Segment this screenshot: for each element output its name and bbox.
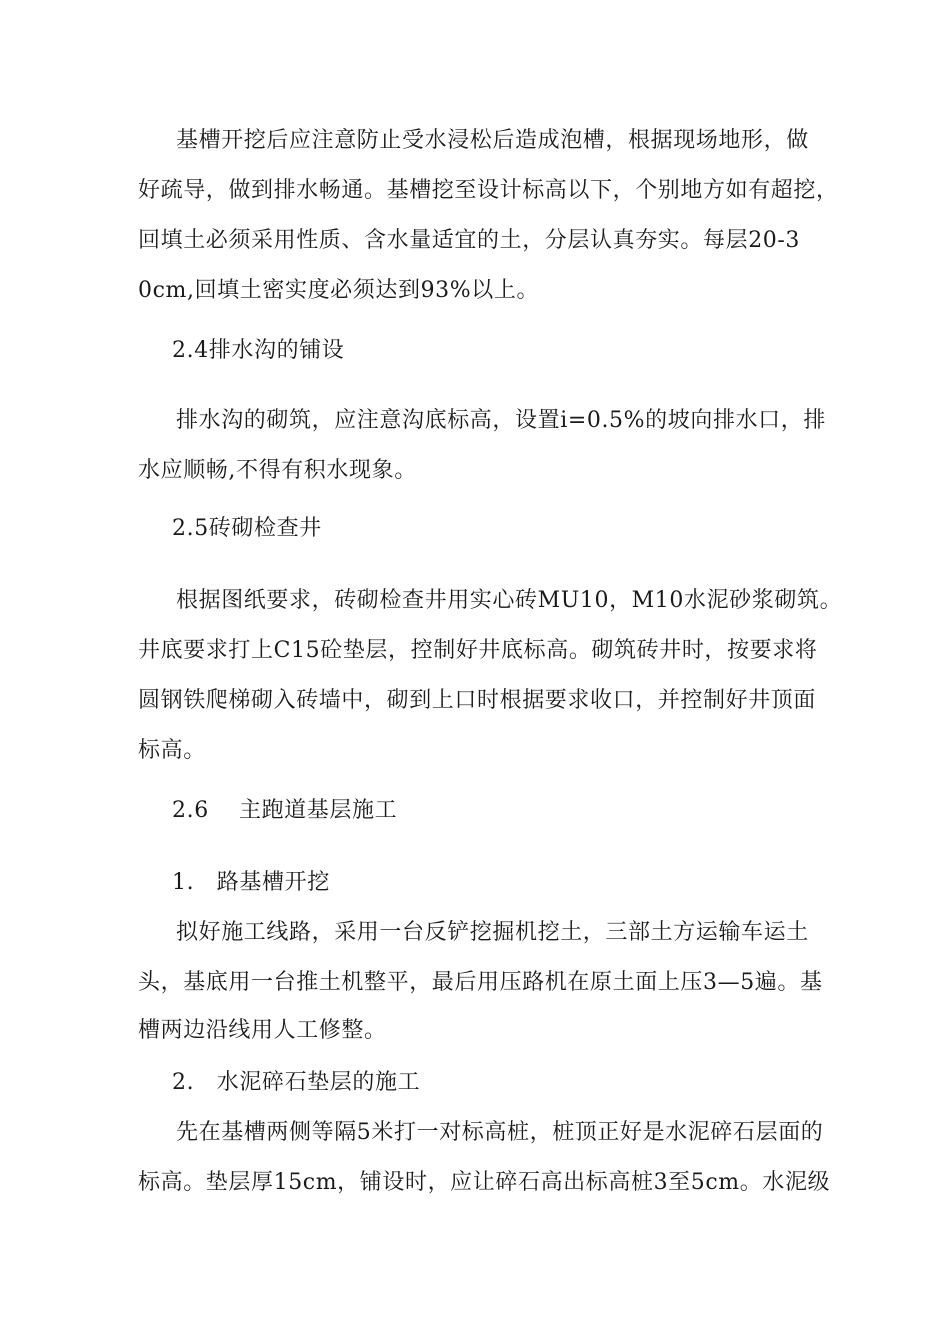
paragraph-line: 先在基槽两侧等隔5米打一对标高桩，桩顶正好是水泥碎石层面的 <box>176 1120 824 1145</box>
paragraph-line: 标高。垫层厚15cm，铺设时，应让碎石高出标高桩3至5cm。水泥级 <box>138 1170 831 1195</box>
paragraph-line: 水应顺畅,不得有积水现象。 <box>138 458 417 483</box>
section-heading-2-5: 2.5砖砌检查井 <box>172 516 322 541</box>
paragraph-line: 好疏导，做到排水畅通。基槽挖至设计标高以下，个别地方如有超挖， <box>138 178 839 203</box>
paragraph-line: 拟好施工线路，采用一台反铲挖掘机挖土，三部土方运输车运土 <box>176 920 809 945</box>
paragraph-line: 井底要求打上C15砼垫层，控制好井底标高。砌筑砖井时，按要求将 <box>138 638 818 663</box>
paragraph-line: 排水沟的砌筑，应注意沟底标高，设置i=0.5%的坡向排水口，排 <box>176 408 826 433</box>
paragraph-line: 0cm,回填土密实度必须达到93%以上。 <box>138 278 540 303</box>
section-heading-2-4: 2.4排水沟的铺设 <box>172 338 345 363</box>
paragraph-line: 回填土必须采用性质、含水量适宜的土，分层认真夯实。每层20-3 <box>138 228 801 253</box>
paragraph-line: 圆钢铁爬梯砌入砖墙中，砌到上口时根据要求收口，并控制好井顶面 <box>138 688 817 713</box>
paragraph-line: 基槽开挖后应注意防止受水浸松后造成泡槽，根据现场地形，做 <box>176 128 809 153</box>
paragraph-line: 根据图纸要求，砖砌检查井用实心砖MU10，M10水泥砂浆砌筑。 <box>176 588 843 613</box>
section-heading-2-6: 2.6 主跑道基层施工 <box>172 798 398 823</box>
subheading-2: 2. 水泥碎石垫层的施工 <box>172 1070 421 1095</box>
paragraph-line: 槽两边沿线用人工修整。 <box>138 1018 387 1043</box>
subheading-1: 1. 路基槽开挖 <box>172 870 330 895</box>
paragraph-line: 头，基底用一台推土机整平，最后用压路机在原土面上压3—5遍。基 <box>138 970 823 995</box>
paragraph-line: 标高。 <box>138 738 206 763</box>
